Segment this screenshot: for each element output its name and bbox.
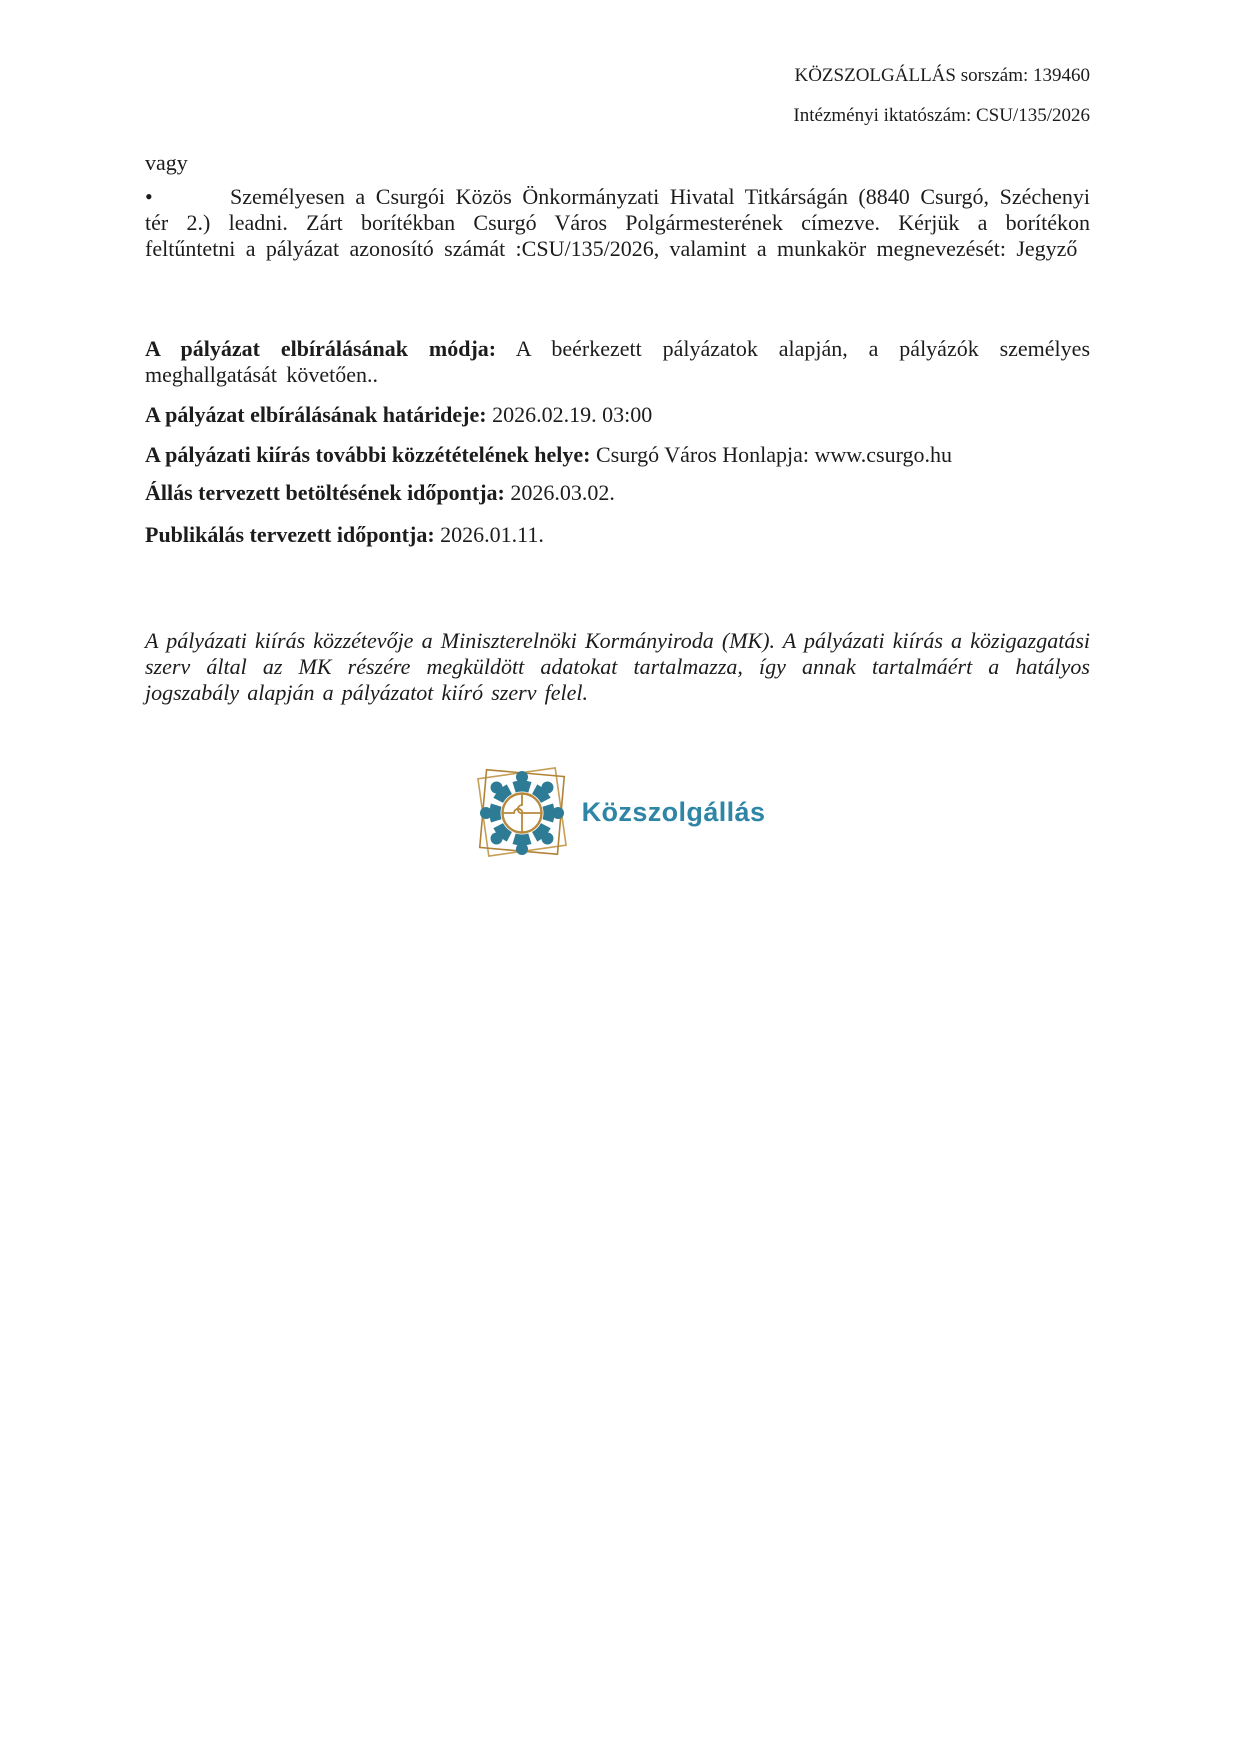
field-value: A beérkezett pályázatok alapján, a pályázók személyes meghallgatását követően.. [145, 336, 1090, 387]
field-planned-publication-date [145, 522, 1090, 548]
field-label: A pályázati kiírás további közzétételének helye: [145, 442, 591, 467]
field-publication-place [145, 442, 1090, 468]
field-value: 2026.02.19. 03:00 [492, 402, 653, 427]
kozszolgallas-wordmark: Közszolgállás [581, 796, 766, 827]
field-value: 2026.01.11. [440, 522, 544, 547]
field-evaluation-method [145, 336, 1090, 388]
connector-word: vagy [145, 150, 188, 175]
bullet-paragraph [145, 184, 1090, 262]
field-label: Állás tervezett betöltésének időpontja: [145, 480, 505, 505]
field-label: A pályázat elbírálásának határideje: [145, 402, 487, 427]
bullet-paragraph-text: Személyesen a Csurgói Közös Önkormányzati Hivatal Titkárságán (8840 Csurgó, Széchenyi tér 2.) leadni. Zárt borítékban Csurgó Város Polgármesterének címezve. Kérjük a borítékon feltűntetni a pályázat azonosító számát :CSU/135/2026, valamint a munkakör megnevezését: Jegyző [145, 184, 1090, 261]
field-evaluation-deadline [145, 402, 1090, 428]
puzzle-circle [501, 792, 543, 834]
field-position-start-date [145, 480, 1090, 506]
field-label: A pályázat elbírálásának módja: [145, 336, 497, 361]
field-label: Publikálás tervezett időpontja: [145, 522, 435, 547]
kozszolgallas-emblem-icon [470, 758, 574, 866]
field-value: 2026.03.02. [510, 480, 615, 505]
disclaimer-paragraph: A pályázati kiírás közzétevője a Miniszterelnöki Kormányiroda (MK). A pályázati kiírás a közigazgatási szerv által az MK részére megküldött adatokat tartalmazza, így annak tartalmáért a hatályos jogszabály alapján a pályázatot kiíró szerv felel. [145, 628, 1090, 705]
kozszolgallas-logo [145, 758, 1090, 866]
document-header [145, 64, 1090, 128]
field-value: Csurgó Város Honlapja: www.csurgo.hu [595, 442, 953, 467]
bullet-icon: • [145, 184, 153, 209]
serial-number-line: KÖZSZOLGÁLLÁS sorszám: 139460 [794, 65, 1090, 86]
registry-number-line: Intézményi iktatószám: CSU/135/2026 [793, 105, 1090, 126]
